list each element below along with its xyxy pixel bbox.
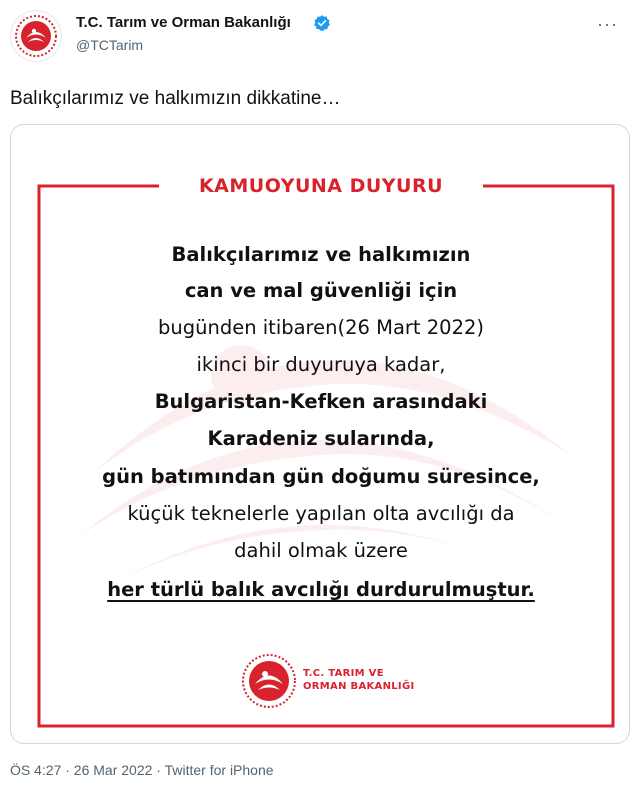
tweet-timestamp[interactable]: ÖS 4:27 · 26 Mar 2022 · Twitter for iPhone <box>10 762 274 778</box>
tweet-header <box>0 0 640 80</box>
more-dots-icon[interactable]: ··· <box>597 14 618 34</box>
ministry-logo-icon <box>243 655 295 707</box>
logo-line-1: T.C. TARIM VE <box>303 668 384 679</box>
verified-badge-icon <box>313 14 331 32</box>
notice-line: bugünden itibaren(26 Mart 2022) <box>157 316 484 339</box>
logo-line-2: ORMAN BAKANLIĞI <box>303 681 415 692</box>
notice-line: Bulgaristan-Kefken arasındaki <box>154 390 488 413</box>
notice-line: dahil olmak üzere <box>234 539 408 562</box>
author-handle[interactable]: @TCTarim <box>76 37 144 53</box>
notice-line: Karadeniz sularında, <box>207 427 435 450</box>
avatar[interactable] <box>10 10 62 62</box>
notice-line: küçük teknelerle yapılan olta avcılığı da <box>127 502 515 525</box>
notice-title: KAMUOYUNA DUYURU <box>171 175 471 197</box>
notice-line: Balıkçılarımız ve halkımızın <box>171 243 471 266</box>
notice-line-emphasis: her türlü balık avcılığı durdurulmuştur. <box>107 578 535 601</box>
author-name[interactable]: T.C. Tarım ve Orman Bakanlığı <box>76 14 291 31</box>
ministry-logo-text <box>303 667 414 693</box>
ministry-emblem-icon <box>14 14 58 58</box>
notice-line: ikinci bir duyuruya kadar, <box>196 353 446 376</box>
notice-line: gün batımından gün doğumu süresince, <box>102 465 540 488</box>
tweet-text: Balıkçılarımız ve halkımızın dikkatine… <box>10 88 341 109</box>
notice-line: can ve mal güvenliği için <box>184 279 458 302</box>
tweet-media-card[interactable] <box>10 124 630 744</box>
